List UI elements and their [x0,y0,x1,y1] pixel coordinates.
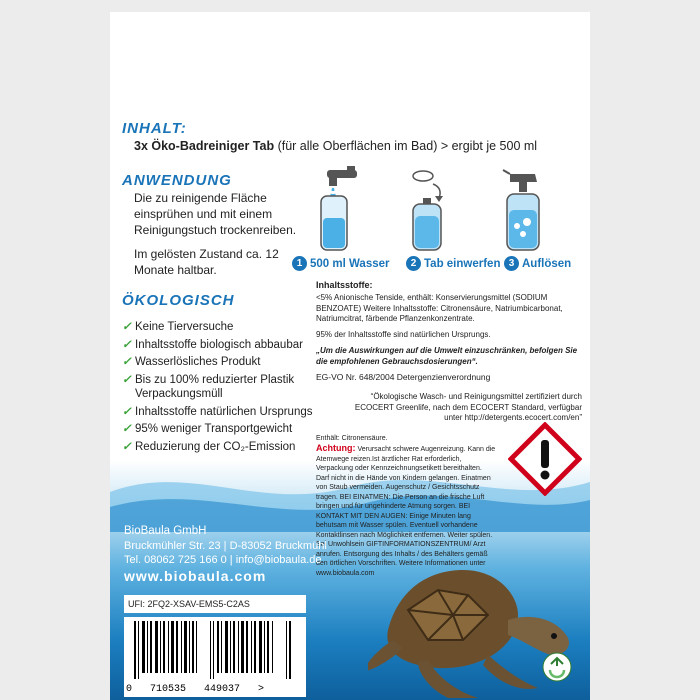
inhalt-title: INHALT: [122,120,187,137]
achtung-text: Verursacht schwere Augenreizung. Kann die Atemwege reizen.Ist ärztlicher Rat erforderlich, Verpackung oder Kennzeichnungsetikett bereithalten. Darf nicht in die Hände von Kindern gelangen. Einatmen von Staub vermeiden. Augenschutz / Gesichtsschutz tragen. BEI EINATMEN: Die Person an die frische Luft bringen und für ungehinderte Atmung sorgen. BEI KONTAKT MIT DEN AUGEN: Einige Minuten lang behutsam mit Wasser spülen. Eventuell vorhandene Kontaktlinsen nach Möglichkeit entfernen. Weiter spülen. Bei Unwohlsein GIFTINFORMATIONSZENTRUM/ Arzt anrufen. Entsorgung des Inhalts / des Behälters gemäß den örtlichen Vorschriften. Weitere Informationen unter www.biobaula.com [316,446,496,577]
list-item [122,320,322,335]
step-3 [504,256,571,271]
step-1-number: 1 [292,256,307,271]
warning-contains: Enthält: Citronensäure. [316,435,388,442]
list-item-text: Inhaltsstoffe natürlichen Ursprungs [135,405,313,418]
list-item [122,422,322,437]
anwendung-title: ANWENDUNG [122,172,232,189]
step-3-label: Auflösen [522,257,572,270]
ufi-code: UFI: 2FQ2-XSAV-EMS5-C2AS [124,595,306,613]
list-item [122,373,322,402]
steps-illustration [305,162,575,252]
step-1-label: 500 ml Wasser [310,257,390,270]
check-icon: ✓ [122,338,132,351]
check-icon: ✓ [122,405,132,418]
inhalt-bold: 3x Öko-Badreiniger Tab [134,139,275,153]
barcode [124,617,306,697]
ghs-exclamation-icon [508,422,582,496]
check-icon: ✓ [122,356,132,368]
list-item [122,338,322,353]
step-3-number: 3 [504,256,519,271]
tab-icon [413,171,443,202]
oekologisch-title: ÖKOLOGISCH [122,292,235,309]
regulation-text: EG-VO Nr. 648/2004 Detergenzienverordnung [316,372,491,382]
list-item [122,440,322,455]
anwendung-text2: Im gelösten Zustand ca. 12 Monate haltbar. [134,247,279,277]
bottle-icon-1 [321,196,347,250]
check-icon: ✓ [122,373,132,386]
product-label [110,12,590,700]
anwendung-text1: Die zu reinigende Fläche einsprühen und mit einem Reinigungstuch trockenreiben. [134,191,297,237]
check-icon: ✓ [122,321,132,333]
ecocert-text: “Ökologische Wasch- und Reinigungsmittel zertifiziert durch ECOCERT Greenlife, nach dem ECOCERT Standard, verfügbar unter http://detergents.ecocert.com/en” [354,392,582,422]
eco-list [122,320,322,457]
warning-text [316,444,496,578]
recycle-icon [542,652,572,682]
step-2-label: Tab einwerfen [424,257,501,270]
ingredients-text: <5% Anionische Tenside, enthält: Konservierungsmittel (SODIUM BENZOATE) Weitere Inhaltsstoffe: Citronensäure, Natriumbicarbonat, Natriumcitrat, färbende Pflanzenkonzentrate. [316,293,563,323]
ingredients-quote: „Um die Auswirkungen auf die Umwelt einzuschränken, befolgen Sie die empfohlenen Gebrauchsdosierungen“. [316,346,578,366]
list-item-text: Reduzierung der CO₂-Emission [135,440,296,453]
company-website: www.biobaula.com [124,568,267,584]
list-item-text: Bis zu 100% reduzierter Plastik Verpackungsmüll [135,373,295,400]
company-address: Bruckmühler Str. 23 | D-83052 Bruckmühl [124,540,327,552]
inhalt-rest: (für alle Oberflächen im Bad) > ergibt je 500 ml [274,139,538,153]
list-item [122,355,322,370]
step-2-number: 2 [406,256,421,271]
company-name: BioBaula GmbH [124,525,207,537]
list-item-text: Keine Tierversuche [135,321,234,333]
list-item [122,405,322,420]
list-item-text: Inhaltsstoffe biologisch abbaubar [135,338,303,351]
company-contact: Tel. 08062 725 166 0 | info@biobaula.de [124,554,322,566]
barcode-digits: 0 710535 449037 > [126,684,265,695]
step-2 [406,256,500,271]
list-item-text: 95% weniger Transportgewicht [135,423,293,435]
bottle-icon-2 [413,198,441,250]
barcode-bars [124,617,306,679]
check-icon: ✓ [122,423,132,435]
list-item-text: Wasserlösliches Produkt [135,356,261,368]
inhalt-text [134,138,584,154]
step-1 [292,256,389,271]
ingredients-natural: 95% der Inhaltsstoffe sind natürlichen Ursprungs. [316,330,491,339]
spray-bottle-icon [503,170,539,250]
ingredients-title: Inhaltsstoffe: [316,280,373,290]
check-icon: ✓ [122,440,132,453]
achtung-label: Achtung: [316,443,356,453]
